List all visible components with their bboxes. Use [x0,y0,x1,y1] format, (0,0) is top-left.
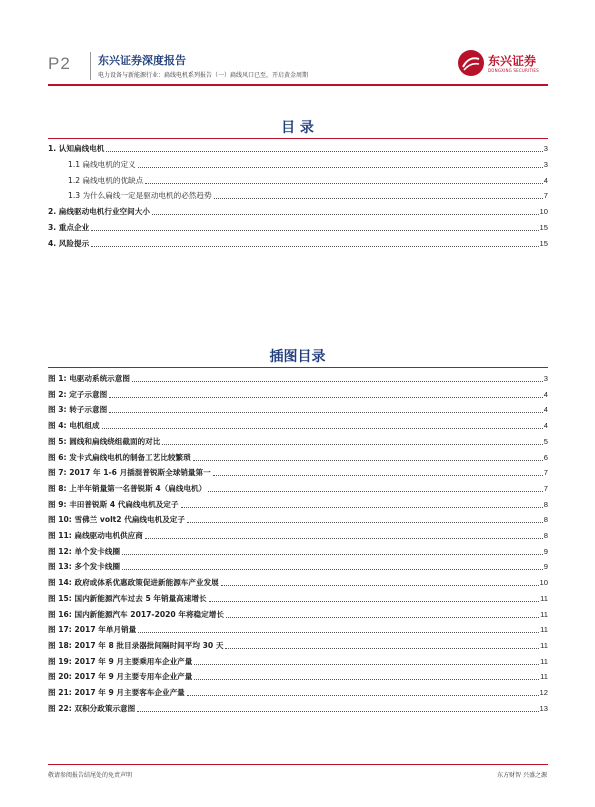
figure-entry-page: 8 [543,531,548,540]
dot-leader [208,490,543,492]
figure-entry-label: 图 18: 2017 年 8 批目录器批间隔时间平均 30 天 [48,640,224,650]
dot-leader [106,150,542,152]
figure-entry[interactable] [48,654,548,667]
toc-entry[interactable] [68,188,548,201]
footer-disclaimer: 敬请参阅报告结尾处的免责声明 [48,772,133,779]
figure-entry-label: 图 2: 定子示意图 [48,389,108,399]
dot-leader [213,474,543,476]
toc-entry-page: 3 [543,144,548,153]
figure-entry-label: 图 16: 国内新能源汽车 2017-2020 年将稳定增长 [48,609,224,619]
figure-entry[interactable] [48,450,548,463]
figure-entry-label: 图 4: 电机组成 [48,421,100,431]
figure-entry[interactable] [48,559,548,572]
dot-leader [145,537,543,539]
figure-entry-page: 6 [543,452,548,462]
dot-leader [225,647,539,649]
figure-entry[interactable] [48,575,548,588]
dot-leader [193,459,543,461]
toc-entry[interactable] [48,204,548,217]
dot-leader [209,600,540,602]
dot-leader [187,521,543,523]
dot-leader [226,616,539,618]
figure-entry[interactable] [48,371,548,384]
figure-entry-label: 图 15: 国内新能源汽车过去 5 年销量高速增长 [48,593,207,603]
dot-leader [138,631,539,633]
figure-entry-page: 8 [543,499,548,509]
toc-entry-page: 4 [543,175,548,185]
figure-entry-page: 9 [543,562,548,572]
figure-entry-label: 图 5: 圆线和扁线绕组截面的对比 [48,436,161,446]
figure-entry-page: 13 [539,703,548,713]
figure-entry-label: 图 6: 发卡式扁线电机的制备工艺比较繁琐 [48,452,191,462]
figure-entry-page: 11 [540,625,548,635]
figure-entry-label: 图 7: 2017 年 1-6 月插混普锐斯全球销量第一 [48,468,211,478]
figure-entry-label: 图 3: 转子示意图 [48,405,108,415]
figure-entry[interactable] [48,591,548,604]
figure-entry-page: 10 [539,578,548,588]
figure-entry-label: 图 1: 电驱动系统示意图 [48,374,130,383]
figure-entry-label: 图 21: 2017 年 9 月主要客车企业产量 [48,688,185,697]
figure-entry-label: 图 17: 2017 年单月销量 [48,625,137,635]
figure-entry[interactable] [48,685,548,698]
dot-leader [132,380,543,382]
dot-leader [91,229,538,231]
figure-entry[interactable] [48,701,548,714]
toc-entry-label: 1.2 扁线电机的优缺点 [68,175,144,185]
dot-leader [137,710,538,712]
company-logo [458,50,554,78]
page-number: P2 [48,54,71,73]
toc-entry[interactable] [48,141,548,154]
figure-entry[interactable] [48,669,548,682]
figures-title: 插图目录 [269,349,326,365]
logo-mark-icon [458,50,484,76]
toc-entry-label: 3. 重点企业 [48,223,90,232]
figure-entry-page: 5 [543,436,548,446]
dot-leader [152,213,539,215]
dot-leader [187,694,539,696]
logo-text: 东兴证券 [488,54,537,68]
dot-leader [181,506,543,508]
dot-leader [109,411,543,413]
figure-entry[interactable] [48,434,548,447]
figure-entry[interactable] [48,638,548,651]
figure-entry[interactable] [48,497,548,510]
toc-entry-label: 1. 认知扁线电机 [48,144,105,153]
toc-entry-page: 7 [543,191,548,201]
figure-entry[interactable] [48,402,548,415]
footer-slogan: 东方财智 兴盛之源 [497,772,547,779]
figure-entry[interactable] [48,418,548,431]
figure-entry-page: 4 [543,405,548,415]
figure-entry-page: 8 [543,515,548,525]
toc-title-rule [48,138,548,139]
toc-title: 目 录 [281,120,314,136]
dot-leader [102,427,543,429]
figure-entry-label: 图 8: 上半年销量第一名普锐斯 4（扁线电机） [48,483,207,493]
dot-leader [214,197,543,199]
figure-entry[interactable] [48,528,548,541]
toc-entry-label: 2. 扁线驱动电机行业空间大小 [48,207,150,217]
toc-entry-page: 10 [539,207,548,217]
toc-entry-page: 15 [539,238,548,248]
toc-entry-label: 4. 风险提示 [48,238,90,248]
figure-entry[interactable] [48,544,548,557]
figure-entry[interactable] [48,512,548,525]
toc-entry[interactable] [48,236,548,249]
figure-entry-label: 图 19: 2017 年 9 月主要乘用车企业产量 [48,656,193,666]
figure-entry[interactable] [48,465,548,478]
toc-entry[interactable] [48,220,548,233]
figure-entry-page: 4 [543,421,548,431]
header-rule [48,84,548,86]
header-divider [90,52,91,80]
figures-title-rule [48,367,548,368]
figure-entry-label: 图 14: 政府或体系优惠政策促进新能源车产业发展 [48,578,219,588]
figure-entry-page: 11 [540,672,548,682]
dot-leader [194,663,539,665]
figure-entry-label: 图 20: 2017 年 9 月主要专用车企业产量 [48,672,193,682]
figure-entry-page: 11 [540,609,548,619]
figure-entry[interactable] [48,622,548,635]
report-title: 东兴证券深度报告 [98,54,186,67]
figure-entry-label: 图 22: 双积分政策示意图 [48,703,136,713]
figure-entry-page: 11 [540,640,548,650]
dot-leader [138,166,543,168]
figure-entry[interactable] [48,607,548,620]
dot-leader [145,182,543,184]
dot-leader [91,245,538,247]
figure-entry-page: 3 [543,374,548,383]
figure-entry-page: 12 [539,688,548,697]
figure-entry-page: 7 [543,483,548,493]
dot-leader [221,584,539,586]
dot-leader [162,443,542,445]
figure-entry[interactable] [48,481,548,494]
figure-entry-label: 图 12: 单个发卡线圈 [48,546,121,556]
figure-entry-page: 4 [543,389,548,399]
toc-entry[interactable] [68,157,548,170]
dot-leader [122,568,543,570]
dot-leader [122,553,543,555]
page-header [0,0,595,86]
dot-leader [109,396,543,398]
toc-entry-label: 1.1 扁线电机的定义 [68,159,136,169]
toc-entry-page: 15 [539,223,548,232]
report-subtitle: 电力设备与新能源行业：扁线电机系列报告（一）扁线风口已至，开启黄金周期 [98,72,309,79]
dot-leader [194,678,539,680]
figure-entry-label: 图 13: 多个发卡线圈 [48,562,121,572]
figure-entry-label: 图 10: 雪佛兰 volt2 代扁线电机及定子 [48,515,185,525]
figure-entry-page: 9 [543,546,548,556]
toc-entry-page: 3 [543,159,548,169]
toc-entry-label: 1.3 为什么扁线一定是驱动电机的必然趋势 [68,191,212,201]
figure-entry-label: 图 11: 扁线驱动电机供应商 [48,531,143,540]
logo-english: DONGXING SECURITIES [488,68,539,73]
figure-entry-label: 图 9: 丰田普锐斯 4 代扁线电机及定子 [48,499,179,509]
toc-entry[interactable] [68,173,548,186]
figure-entry-page: 11 [540,656,548,666]
figure-entry[interactable] [48,387,548,400]
figure-entry-page: 7 [543,468,548,478]
figure-entry-page: 11 [540,593,548,603]
footer-rule [48,764,548,765]
